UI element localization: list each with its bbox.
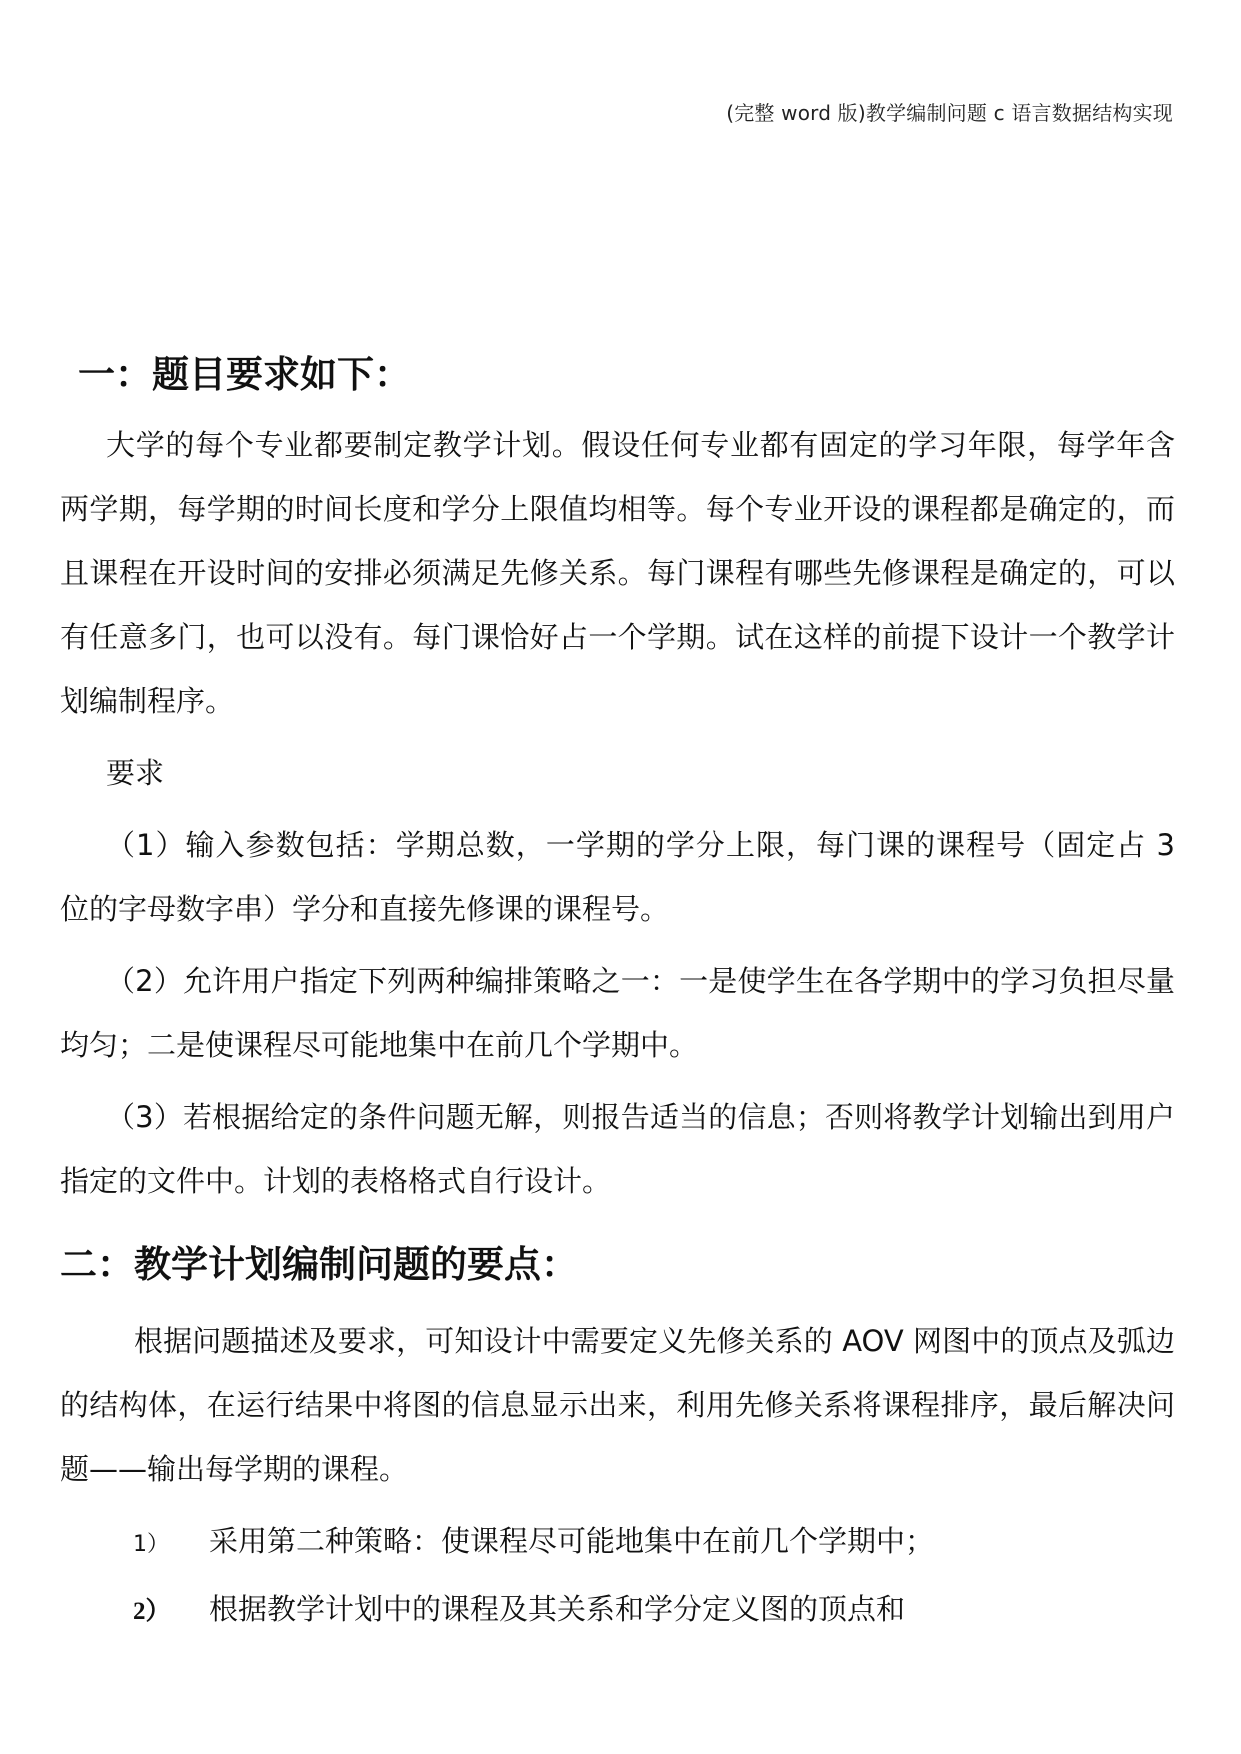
requirement-2: （2）允许用户指定下列两种编排策略之一：一是使学生在各学期中的学习负担尽量均匀；二是使课程尽可能地集中在前几个学期中。 (60, 964, 1175, 1062)
section-1-heading: 一：题目要求如下： (78, 353, 411, 396)
list-item (133, 1509, 1175, 1577)
document-body (60, 345, 1175, 1644)
list-item-number: 2） (133, 1598, 171, 1625)
list-item-text: 根据教学计划中的课程及其关系和学分定义图的顶点和 (209, 1592, 906, 1626)
requirement-1: （1）输入参数包括：学期总数，一学期的学分上限，每门课的课程号（固定占 3 位的字母数字串）学分和直接先修课的课程号。 (60, 828, 1175, 926)
list-item-number: 1） (133, 1532, 169, 1557)
requirement-3: （3）若根据给定的条件问题无解，则报告适当的信息；否则将教学计划输出到用户指定的文件中。计划的表格格式自行设计。 (60, 1100, 1175, 1198)
section-2-intro: 根据问题描述及要求，可知设计中需要定义先修关系的 AOV 网图中的顶点及弧边的结构体，在运行结果中将图的信息显示出来，利用先修关系将课程排序，最后解决问题——输出每学期的课程。 (60, 1324, 1175, 1486)
section-2-heading: 二：教学计划编制问题的要点： (60, 1243, 578, 1286)
list-item-text: 采用第二种策略：使课程尽可能地集中在前几个学期中； (209, 1524, 935, 1558)
list-item (133, 1577, 1175, 1644)
requirements-label: 要求 (106, 756, 165, 790)
section-1-intro: 大学的每个专业都要制定教学计划。假设任何专业都有固定的学习年限，每学年含两学期，每学期的时间长度和学分上限值均相等。每个专业开设的课程都是确定的，而且课程在开设时间的安排必须满足先修关系。每门课程有哪些先修课程是确定的，可以有任意多门，也可以没有。每门课恰好占一个学期。试在这样的前提下设计一个教学计划编制程序。 (60, 428, 1175, 718)
running-header: (完整 word 版)教学编制问题 c 语言数据结构实现 (726, 101, 1173, 125)
